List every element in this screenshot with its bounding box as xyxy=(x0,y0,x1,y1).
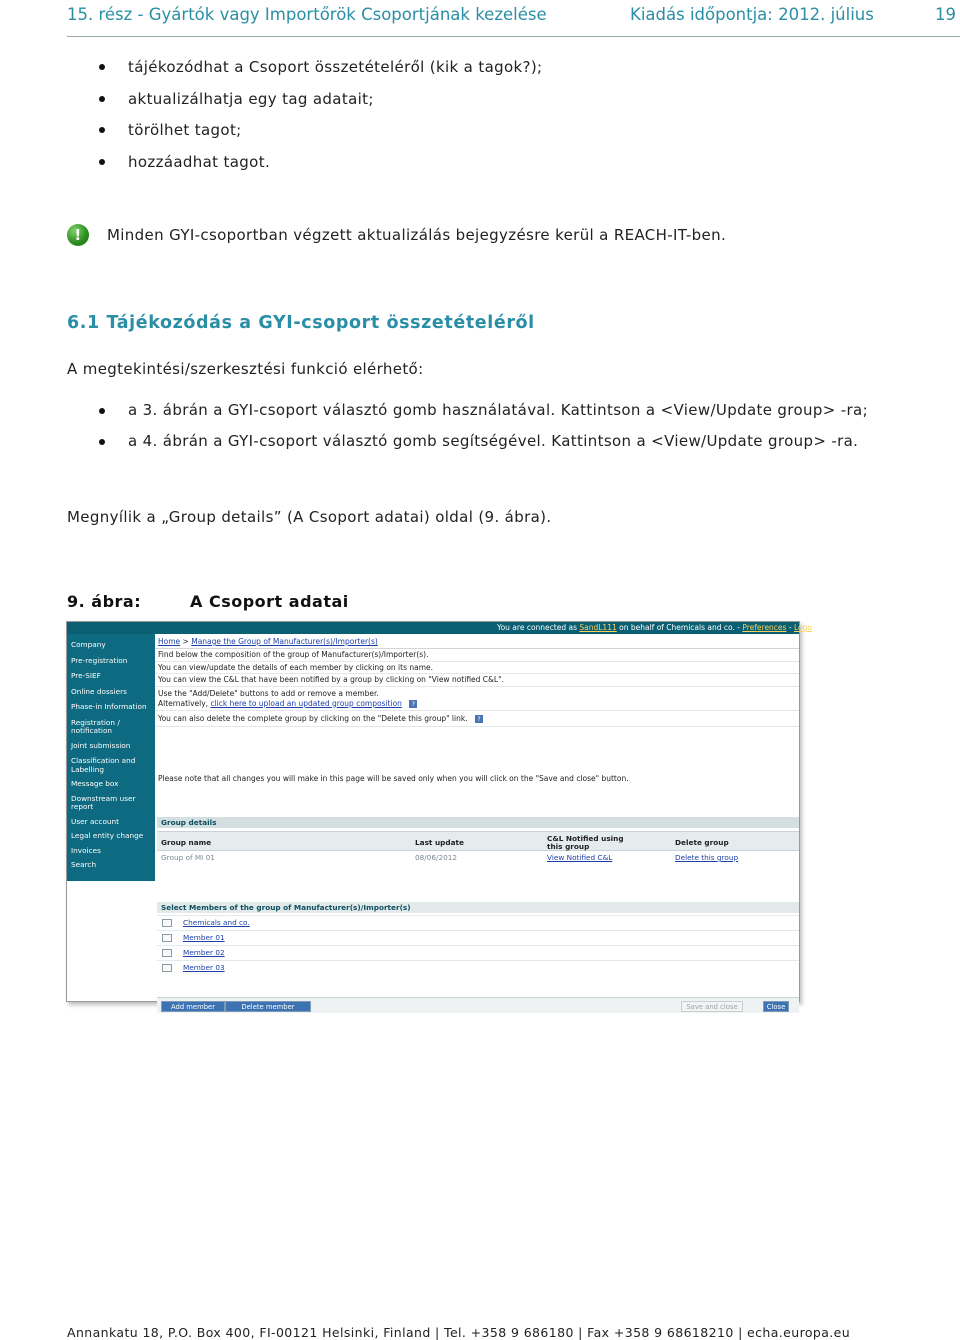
exclamation-icon xyxy=(67,224,89,246)
header-rule xyxy=(67,36,960,37)
list-item: a 4. ábrán a GYI-csoport választó gomb segítségével. Kattintson a <View/Update group> -ra. xyxy=(97,431,877,453)
connection-status xyxy=(497,622,812,634)
preferences-link[interactable]: Preferences xyxy=(742,623,787,632)
sidebar-item-search[interactable]: Search xyxy=(71,860,97,869)
close-button[interactable]: Close xyxy=(763,1001,789,1012)
view-notified-cl-link[interactable]: View Notified C&L xyxy=(547,853,613,862)
help-icon[interactable]: ? xyxy=(409,700,417,708)
member-row xyxy=(157,915,799,930)
main-content xyxy=(155,634,799,1011)
member-name-link[interactable]: Chemicals and co. xyxy=(183,918,250,927)
member-checkbox[interactable] xyxy=(162,964,172,972)
group-name-cell: Group of MI 01 xyxy=(161,853,215,862)
sidebar-item-message-box[interactable]: Message box xyxy=(71,779,119,788)
info-lines xyxy=(155,648,799,727)
member-row xyxy=(157,960,799,975)
col-cl-notified: C&L Notified using this group xyxy=(547,834,624,851)
sidebar-item-classification-2[interactable]: Labelling xyxy=(71,764,104,774)
sidebar-item-phase-in[interactable]: Phase-in Information xyxy=(71,702,147,711)
sidebar xyxy=(67,634,155,881)
sidebar-item-registration-2[interactable]: notification xyxy=(71,726,113,735)
bullet-list-top xyxy=(97,56,542,182)
member-row xyxy=(157,930,799,945)
breadcrumb xyxy=(158,637,378,646)
delete-group-link[interactable]: Delete this group xyxy=(675,853,739,862)
list-item: törölhet tagot; xyxy=(97,119,542,151)
page-footer: Annankatu 18, P.O. Box 400, FI-00121 Helsinki, Finland | Tel. +358 9 686180 | Fax +358 9 68618210 | echa.europa.eu xyxy=(67,1325,851,1340)
info-line-delete-group xyxy=(155,711,799,727)
group-details-panel xyxy=(157,817,799,887)
list-item: tájékozódhat a Csoport összetételéről (kik a tagok?); xyxy=(97,56,542,88)
section-intro: A megtekintési/szerkesztési funkció elérhető: xyxy=(67,360,424,378)
breadcrumb-separator: > xyxy=(182,637,189,646)
upload-link[interactable]: click here to upload an updated group composition xyxy=(210,698,402,708)
topbar-separator: - xyxy=(788,623,792,632)
member-name-link[interactable]: Member 01 xyxy=(183,933,225,942)
sidebar-item-downstream-2[interactable]: report xyxy=(71,802,94,811)
col-last-update: Last update xyxy=(415,838,464,847)
save-and-close-button[interactable]: Save and close xyxy=(681,1001,743,1012)
member-row xyxy=(157,945,799,960)
list-item: aktualizálhatja egy tag adatait; xyxy=(97,88,542,120)
list-item: a 3. ábrán a GYI-csoport választó gomb használatával. Kattintson a <View/Update group> -ra; xyxy=(97,400,877,422)
figure-title: A Csoport adatai xyxy=(190,592,349,611)
header-title: 15. rész - Gyártók vagy Importőrök Csoportjának kezelése xyxy=(67,5,547,24)
running-header xyxy=(67,5,960,27)
connection-middle: on behalf of Chemicals and co. - xyxy=(619,623,740,632)
member-name-link[interactable]: Member 02 xyxy=(183,948,225,957)
sidebar-item-classification[interactable]: Classification and xyxy=(71,756,136,765)
figure-number: 9. ábra: xyxy=(67,592,142,611)
members-heading: Select Members of the group of Manufacturer(s)/Importer(s) xyxy=(157,902,799,913)
info-line: Find below the composition of the group of Manufacturer(s)/Importer(s). xyxy=(155,649,799,662)
sidebar-item-pre-registration[interactable]: Pre-registration xyxy=(71,655,128,665)
member-name-link[interactable]: Member 03 xyxy=(183,963,225,972)
alternatively-text: Alternatively, xyxy=(158,698,209,708)
note-text: Minden GYI-csoportban végzett aktualizálás bejegyzésre kerül a REACH-IT-ben. xyxy=(107,226,727,244)
bullet-list-section xyxy=(97,400,877,461)
help-icon[interactable]: ? xyxy=(475,715,483,723)
info-line-add-delete xyxy=(155,687,799,711)
delete-member-button[interactable]: Delete member xyxy=(225,1001,311,1012)
connection-prefix: You are connected as xyxy=(497,623,577,632)
group-table-header xyxy=(157,831,799,851)
table-row xyxy=(157,852,799,863)
sidebar-item-legal-entity[interactable]: Legal entity change xyxy=(71,831,144,840)
members-panel xyxy=(157,902,799,992)
logout-link[interactable]: Logo xyxy=(793,623,812,632)
page-number: 19 xyxy=(935,5,956,24)
sidebar-item-company[interactable]: Company xyxy=(71,640,106,649)
col-delete-group: Delete group xyxy=(675,838,729,847)
sidebar-item-downstream[interactable]: Downstream user xyxy=(71,793,136,803)
breadcrumb-home[interactable]: Home xyxy=(158,637,181,646)
save-warning: Please note that all changes you will make in this page will be saved only when you will click on the "Save and close" button. xyxy=(158,774,629,783)
app-topbar xyxy=(67,622,812,634)
section-after: Megnyílik a „Group details” (A Csoport adatai) oldal (9. ábra). xyxy=(67,508,552,526)
sidebar-item-invoices[interactable]: Invoices xyxy=(71,845,101,855)
info-line: You can view/update the details of each member by clicking on its name. xyxy=(155,662,799,675)
add-delete-text: Use the "Add/Delete" buttons to add or remove a member. xyxy=(158,688,379,698)
member-checkbox[interactable] xyxy=(162,919,172,927)
breadcrumb-current[interactable]: Manage the Group of Manufacturer(s)/Importer(s) xyxy=(191,637,378,646)
delete-group-text: You can also delete the complete group by clicking on the "Delete this group" link. xyxy=(158,713,468,723)
col-group-name: Group name xyxy=(161,838,212,847)
info-line: You can view the C&L that have been notified by a group by clicking on "View notified C&L". xyxy=(155,674,799,687)
figure-screenshot xyxy=(66,621,812,1011)
sidebar-item-joint-submission[interactable]: Joint submission xyxy=(71,740,131,750)
user-link[interactable]: SandL111 xyxy=(579,623,617,632)
list-item: hozzáadhat tagot. xyxy=(97,151,542,183)
sidebar-item-registration[interactable]: Registration / xyxy=(71,717,120,727)
group-details-heading: Group details xyxy=(157,817,799,828)
member-checkbox[interactable] xyxy=(162,934,172,942)
button-bar xyxy=(157,997,799,1013)
last-update-cell: 08/06/2012 xyxy=(415,853,458,862)
header-date: Kiadás időpontja: 2012. július xyxy=(630,5,874,24)
sidebar-item-pre-sief[interactable]: Pre-SIEF xyxy=(71,671,101,680)
member-checkbox[interactable] xyxy=(162,949,172,957)
add-member-button[interactable]: Add member xyxy=(161,1001,225,1012)
sidebar-item-online-dossiers[interactable]: Online dossiers xyxy=(71,686,127,696)
section-heading: 6.1 Tájékozódás a GYI-csoport összetételéről xyxy=(67,313,535,333)
sidebar-item-user-account[interactable]: User account xyxy=(71,816,120,826)
